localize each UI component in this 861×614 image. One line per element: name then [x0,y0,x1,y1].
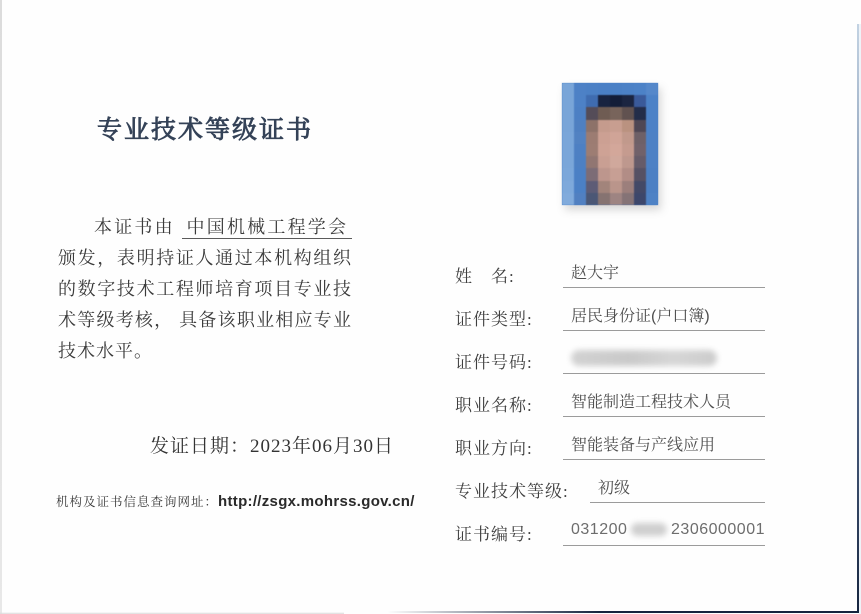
issuer-name: 中国机械工程学会 [182,217,352,239]
field-row-id-type [455,301,767,331]
field-label-cert-number: 证书编号: [455,525,533,544]
cert-number-prefix: 031200 [571,520,628,538]
field-row-occupation [455,387,767,417]
field-row-direction [455,430,767,460]
certificate-body [58,212,352,367]
id-photo-grid [562,83,658,205]
query-url: http://zsgx.mohrss.gov.cn/ [218,493,415,510]
field-row-name [455,258,767,288]
issue-date-label: 发证日期： [150,436,251,457]
id-photo [562,83,658,205]
field-label-direction: 职业方向: [455,439,533,458]
scan-edge-right [857,24,859,613]
field-value-id-number [563,344,765,374]
certificate-title: 专业技术等级证书 [96,117,313,144]
field-value-name: 赵大宇 [563,258,765,288]
field-value-occupation: 智能制造工程技术人员 [563,387,765,417]
redacted-cert-number-middle [631,523,667,536]
issue-date-line [150,431,394,458]
scan-edge-left [0,0,2,614]
redacted-id-number [571,350,717,366]
field-row-cert-number [455,516,767,546]
issue-date-value: 2023年06月30日 [250,436,395,457]
query-url-label: 机构及证书信息查询网址： [56,495,219,509]
cert-number-suffix: 2306000001 [671,520,765,538]
field-row-id-number [455,344,767,374]
field-value-direction: 智能装备与产线应用 [563,430,765,460]
field-value-level: 初级 [590,473,765,503]
body-prefix: 本证书由 [94,217,182,237]
field-value-id-type: 居民身份证(户口簿) [563,301,765,331]
field-label-level: 专业技术等级: [455,482,569,501]
field-label-id-type: 证件类型: [455,310,533,329]
field-value-cert-number [563,516,765,546]
query-url-line [56,492,415,511]
field-label-name: 姓 名: [455,267,515,286]
field-label-occupation: 职业名称: [455,396,533,415]
scan-edge-bottom [387,611,859,613]
field-row-level [455,473,767,503]
field-label-id-number: 证件号码: [455,353,533,372]
body-suffix: 颁发，表明持证人通过本机构组织的数字技术工程师培育项目专业技术等级考核， 具备该职业相应专业技术水平。 [58,248,352,361]
